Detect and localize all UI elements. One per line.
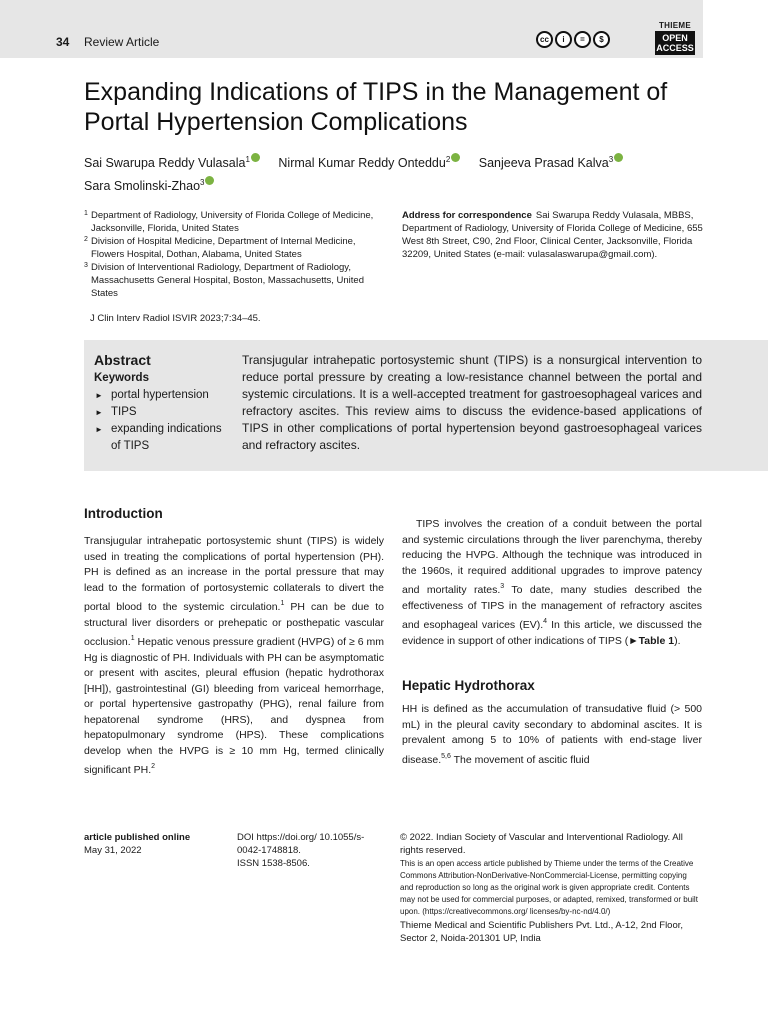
table-reference-link[interactable]: ►Table 1 — [628, 634, 675, 647]
reference-link[interactable]: 1 — [130, 635, 135, 642]
author[interactable] — [84, 179, 214, 193]
abstract-box — [84, 340, 768, 471]
journal-citation: J Clin Interv Radiol ISVIR 2023;7:34–45. — [90, 313, 261, 324]
issn: ISSN 1538-8506. — [237, 858, 310, 869]
reference-link[interactable]: 4 — [543, 618, 548, 625]
author-name: Sai Swarupa Reddy Vulasala — [84, 156, 246, 171]
abstract-text: Transjugular intrahepatic portosystemic shunt (TIPS) is a nonsurgical intervention to reduce portal pressure by creating a low-resistance channel between the portal and systemic circulations. It is a well-accepted treatment for gastroesophageal varices and refractory ascites. This review aims to discuss the evidence-based applications of TIPS in other complications of portal hypertension beyond gastroesophageal varices and refractory ascites. — [242, 353, 702, 452]
affiliation — [84, 209, 389, 235]
doi-info — [237, 831, 367, 870]
keywords-heading: Keywords — [94, 372, 149, 384]
reference-link[interactable]: 1 — [280, 600, 285, 607]
hepatic-hydrothorax-paragraph: HH is defined as the accumulation of transudative fluid (> 500 mL) in the pleural cavity secondary to abdominal ascites. It is prevalent among 5 to 10% of patients with end-stage liver disease.$^{5,6}$ The movement of ascitic fluid — [402, 703, 702, 766]
hepatic-hydrothorax-heading: Hepatic Hydrothorax — [402, 678, 535, 693]
affiliation-text: Division of Interventional Radiology, Department of Radiology, Massachusetts General Hospital, Boston, Massachusetts, United States — [91, 262, 364, 299]
doi-label: DOI — [237, 832, 254, 843]
keyword-item[interactable]: ► portal hypertension — [94, 387, 234, 404]
author[interactable] — [479, 156, 623, 170]
affiliation-text: Division of Hospital Medicine, Department of Internal Medicine, Flowers Hospital, Dothan, Alabama, United States — [91, 236, 356, 260]
orcid-icon[interactable] — [451, 153, 460, 162]
introduction-paragraph: Transjugular intrahepatic portosystemic shunt (TIPS) is widely used in treating the complications of portal hypertension (PH). PH is defined as an increase in the portal pressure that may lead to the formation of portosystemic collaterals to divert the portal blood to the systemic circulation.$^1$ PH can be due to structural liver disorders or prehepatic or posthepatic vascular occlusion.$^1$ Hepatic venous pressure gradient (HVPG) of ≥ 6 mm Hg is diagnostic of PH. Individuals with PH can be asymptomatic or present with ascites, pleural effusion (hepatic hydrothorax [HH]), gastrointestinal (GI) bleeding from variceal hemorrhage, or portal hypertensive gastropathy (PHG), renal failure from hepatorenal syndrome (HRS), and dyspnea from hepatopulmonary syndrome (HPS). These complications develop when the HVPG is ≥ 10 mm Hg, termed clinically significant PH.$^2$ — [84, 535, 385, 776]
affiliation-number: 3 — [84, 262, 88, 269]
publisher-name: THIEME — [658, 21, 692, 30]
article-title: Expanding Indications of TIPS in the Management of Portal Hypertension Complications — [84, 78, 668, 136]
correspondence-label: Address for correspondence — [402, 210, 532, 221]
correspondence-text: Sai Swarupa Reddy Vulasala, MBBS, Department of Radiology, University of Florida College of Medicine, 655 West 8th Street, C90, 2nd Floor, Clinical Center, Jacksonville, Florida 32209, United States (e-mail: vulasalaswarupa@gmail.com). — [402, 210, 703, 260]
published-online-label: article published online — [84, 832, 191, 843]
keyword-item[interactable]: ► expanding indications of TIPS — [94, 421, 234, 455]
author-name: Sara Smolinski-Zhao — [84, 179, 201, 194]
publication-info — [84, 831, 224, 857]
author-name: Nirmal Kumar Reddy Onteddu — [278, 156, 446, 171]
affiliations — [84, 209, 389, 300]
publisher-address: Thieme Medical and Scientific Publishers Pvt. Ltd., A-12, 2nd Floor, Sector 2, Noida-201301 UP, India — [400, 920, 684, 944]
right-column-continued — [402, 702, 702, 768]
left-column — [84, 534, 384, 779]
by-icon: i — [555, 31, 572, 48]
right-column — [402, 517, 702, 649]
rights-info — [400, 831, 700, 945]
keyword-item[interactable]: ► TIPS — [94, 404, 234, 421]
nc-icon: $ — [593, 31, 610, 48]
open-access-badge: OPEN ACCESS — [656, 33, 694, 53]
published-date: May 31, 2022 — [84, 845, 142, 856]
author[interactable] — [278, 156, 460, 170]
abstract-heading: Abstract — [94, 352, 151, 368]
author[interactable] — [84, 156, 260, 170]
affiliation-text: Department of Radiology, University of Florida College of Medicine, Jacksonville, Florida, United States — [91, 210, 374, 234]
reference-link[interactable]: 5,6 — [441, 752, 451, 760]
affiliation-marker: 3 — [200, 178, 205, 188]
header-band — [0, 0, 703, 58]
correspondence-address — [402, 209, 707, 261]
affiliation — [84, 261, 389, 300]
orcid-icon[interactable] — [614, 153, 623, 162]
orcid-icon[interactable] — [251, 153, 260, 162]
copyright: © 2022. Indian Society of Vascular and Interventional Radiology. All rights reserved. — [400, 832, 683, 856]
thieme-open-access-logo — [655, 21, 695, 55]
affiliation-number: 2 — [84, 236, 88, 243]
reference-link[interactable]: 3 — [500, 583, 505, 590]
author-name: Sanjeeva Prasad Kalva — [478, 156, 609, 171]
introduction-paragraph: TIPS involves the creation of a conduit between the portal and systemic circulations through the liver parenchyma, thereby reducing the HVPG. Although the technique was introduced in the 1960s, it required additional upgrades to improve patency and mortality rates.$^3$ To date, many studies described the effectiveness of TIPS in the management of refractory ascites and esophageal varices (EV).$^4$ In this article, we discussed the evidence in support of other indications of TIPS (►Table 1). — [402, 518, 702, 647]
doi-link[interactable]: https://doi.org/ 10.1055/s-0042-1748818. — [237, 832, 365, 856]
license-icons — [536, 31, 610, 48]
orcid-icon[interactable] — [205, 176, 214, 185]
section-label: Review Article — [84, 35, 160, 49]
license-text: This is an open access article published by Thieme under the terms of the Creative Commons Attribution-NonDerivative-NonCommercial-License, permitting copying and reproduction so long as the original work is given appropriate credit. Contents may not be used for commercial purposes, or adapted, remixed, transformed or built upon. (https://creativecommons.org/ licenses/by-nc-nd/4.0/) — [400, 859, 698, 916]
cc-icon: cc — [536, 31, 553, 48]
author-list — [84, 150, 704, 196]
reference-link[interactable]: 2 — [151, 763, 156, 770]
affiliation-marker: 2 — [445, 155, 451, 164]
affiliation-marker: 3 — [608, 155, 614, 164]
affiliation-number: 1 — [84, 210, 88, 217]
keyword-list — [94, 387, 234, 455]
nd-icon: = — [574, 31, 591, 48]
page-number: 34 — [56, 35, 70, 49]
affiliation — [84, 235, 389, 261]
affiliation-marker: 1 — [245, 155, 250, 164]
introduction-heading: Introduction — [84, 506, 163, 521]
